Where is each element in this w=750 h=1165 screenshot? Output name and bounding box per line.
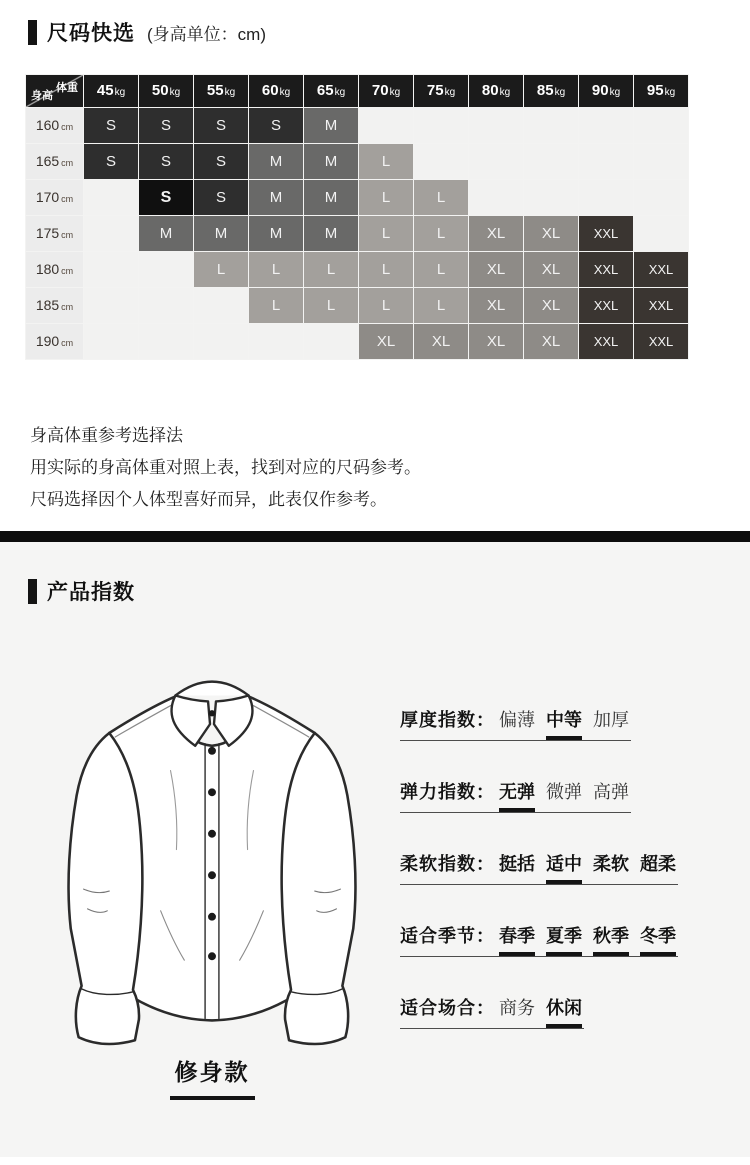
index-label: 适合季节： [400, 926, 495, 946]
size-cell: M [249, 180, 303, 215]
size-cell: XL [359, 324, 413, 359]
height-header: 160 cm [26, 108, 83, 143]
index-option-selected: 适中 [546, 850, 582, 884]
size-cell: S [194, 144, 248, 179]
size-cell: XXL [579, 252, 633, 287]
size-cell: L [359, 288, 413, 323]
size-cell: L [414, 252, 468, 287]
size-cell [414, 144, 468, 179]
size-cell: M [249, 216, 303, 251]
size-row [26, 288, 688, 323]
size-cell [414, 108, 468, 143]
size-cell: XL [524, 324, 578, 359]
index-option: 加厚 [593, 710, 629, 730]
index-option-selected: 春季 [499, 922, 535, 956]
size-row [26, 180, 688, 215]
size-cell: S [139, 144, 193, 179]
size-cell: XL [414, 324, 468, 359]
size-cell: L [359, 180, 413, 215]
size-cell: XL [469, 324, 523, 359]
size-note-line: 尺码选择因个人体型喜好而异，此表仅作参考。 [30, 490, 387, 509]
size-row [26, 108, 688, 143]
size-cell [194, 324, 248, 359]
size-cell: XXL [579, 324, 633, 359]
index-option: 超柔 [640, 854, 676, 874]
index-option-selected: 夏季 [546, 922, 582, 956]
corner-cell [26, 75, 83, 107]
size-cell: L [194, 252, 248, 287]
size-cell [579, 180, 633, 215]
size-cell [524, 180, 578, 215]
index-row [400, 922, 678, 957]
product-indexes [400, 706, 725, 1029]
size-cell: XXL [579, 216, 633, 251]
size-cell: XL [469, 288, 523, 323]
index-label: 柔软指数： [400, 854, 495, 874]
product-index-section [0, 542, 750, 1157]
size-cell: M [304, 108, 358, 143]
size-cell [194, 288, 248, 323]
fit-label: 修身款 [170, 1054, 255, 1100]
size-cell: L [414, 216, 468, 251]
weight-header: 85kg [524, 75, 578, 107]
size-cell: L [304, 288, 358, 323]
size-cell: XL [469, 216, 523, 251]
size-cell: M [249, 144, 303, 179]
size-cell [634, 216, 688, 251]
size-cell [469, 144, 523, 179]
weight-header: 70kg [359, 75, 413, 107]
weight-header: 65kg [304, 75, 358, 107]
size-row [26, 144, 688, 179]
size-cell [84, 324, 138, 359]
size-cell [84, 180, 138, 215]
size-cell [249, 324, 303, 359]
size-cell [84, 288, 138, 323]
index-option-selected: 休闲 [546, 994, 582, 1028]
size-cell [634, 144, 688, 179]
size-cell [524, 144, 578, 179]
size-cell: XL [524, 216, 578, 251]
size-note-line: 身高体重参考选择法 [30, 426, 183, 445]
product-section-title-text: 产品指数 [47, 581, 135, 604]
index-label: 厚度指数： [400, 710, 495, 730]
size-cell: L [414, 180, 468, 215]
weight-header: 45kg [84, 75, 138, 107]
size-cell: L [249, 252, 303, 287]
size-cell: XXL [634, 324, 688, 359]
index-option: 商务 [499, 998, 535, 1018]
size-cell: L [304, 252, 358, 287]
index-option-selected: 秋季 [593, 922, 629, 956]
size-cell: M [304, 216, 358, 251]
size-cell: S [194, 108, 248, 143]
corner-weight-label: 体重 [56, 82, 78, 94]
size-chart-table [25, 74, 689, 360]
size-cell [579, 144, 633, 179]
size-section-title-suffix: (身高单位：cm) [147, 24, 266, 44]
size-cell: S [139, 180, 193, 215]
index-row [400, 850, 678, 885]
size-cell: L [414, 288, 468, 323]
size-chart-table-wrap [25, 74, 689, 360]
size-row [26, 216, 688, 251]
size-row [26, 252, 688, 287]
weight-header: 55kg [194, 75, 248, 107]
title-accent-bar [28, 579, 37, 604]
size-section-title [28, 17, 266, 47]
size-cell [139, 324, 193, 359]
size-cell: L [249, 288, 303, 323]
size-cell: M [304, 180, 358, 215]
index-label: 适合场合： [400, 998, 495, 1018]
size-cell: XL [524, 252, 578, 287]
size-cell [139, 252, 193, 287]
size-cell [84, 216, 138, 251]
size-cell: XL [524, 288, 578, 323]
corner-height-label: 身高 [31, 90, 53, 102]
size-cell: XXL [634, 252, 688, 287]
index-label: 弹力指数： [400, 782, 495, 802]
height-header: 170 cm [26, 180, 83, 215]
size-cell: M [139, 216, 193, 251]
size-cell: XXL [579, 288, 633, 323]
size-cell [359, 108, 413, 143]
index-option: 微弹 [546, 782, 582, 802]
fit-label-wrap [42, 1054, 382, 1100]
size-note-line: 用实际的身高体重对照上表，找到对应的尺码参考。 [30, 458, 421, 477]
weight-header: 60kg [249, 75, 303, 107]
size-cell: L [359, 144, 413, 179]
weight-header: 95kg [634, 75, 688, 107]
size-row [26, 324, 688, 359]
index-option-selected: 无弹 [499, 778, 535, 812]
size-cell [469, 180, 523, 215]
height-header: 180 cm [26, 252, 83, 287]
size-cell: M [304, 144, 358, 179]
index-option: 挺括 [499, 854, 535, 874]
index-option: 偏薄 [499, 710, 535, 730]
title-accent-bar [28, 20, 37, 45]
size-cell: XXL [634, 288, 688, 323]
size-cell: M [194, 216, 248, 251]
size-cell [139, 288, 193, 323]
section-divider [0, 531, 750, 542]
size-cell [579, 108, 633, 143]
size-cell [469, 108, 523, 143]
size-cell: S [84, 108, 138, 143]
height-header: 185 cm [26, 288, 83, 323]
index-option-selected: 中等 [546, 706, 582, 740]
size-cell [304, 324, 358, 359]
size-section-title-text: 尺码快选 [47, 22, 135, 45]
size-cell [524, 108, 578, 143]
size-cell: S [194, 180, 248, 215]
index-row [400, 994, 584, 1029]
weight-header: 90kg [579, 75, 633, 107]
size-cell: L [359, 252, 413, 287]
size-cell: S [139, 108, 193, 143]
size-cell: S [84, 144, 138, 179]
size-cell: L [359, 216, 413, 251]
index-row [400, 778, 631, 813]
shirt-illustration [42, 652, 382, 1057]
size-notes [30, 420, 421, 516]
size-cell: XL [469, 252, 523, 287]
size-cell: S [249, 108, 303, 143]
index-option: 柔软 [593, 854, 629, 874]
weight-header: 80kg [469, 75, 523, 107]
index-option-selected: 冬季 [640, 922, 676, 956]
height-header: 190 cm [26, 324, 83, 359]
height-header: 165 cm [26, 144, 83, 179]
size-cell [84, 252, 138, 287]
height-header: 175 cm [26, 216, 83, 251]
index-option: 高弹 [593, 782, 629, 802]
size-cell [634, 180, 688, 215]
product-section-title [28, 576, 135, 606]
weight-header: 75kg [414, 75, 468, 107]
index-row [400, 706, 631, 741]
size-cell [634, 108, 688, 143]
weight-header: 50kg [139, 75, 193, 107]
